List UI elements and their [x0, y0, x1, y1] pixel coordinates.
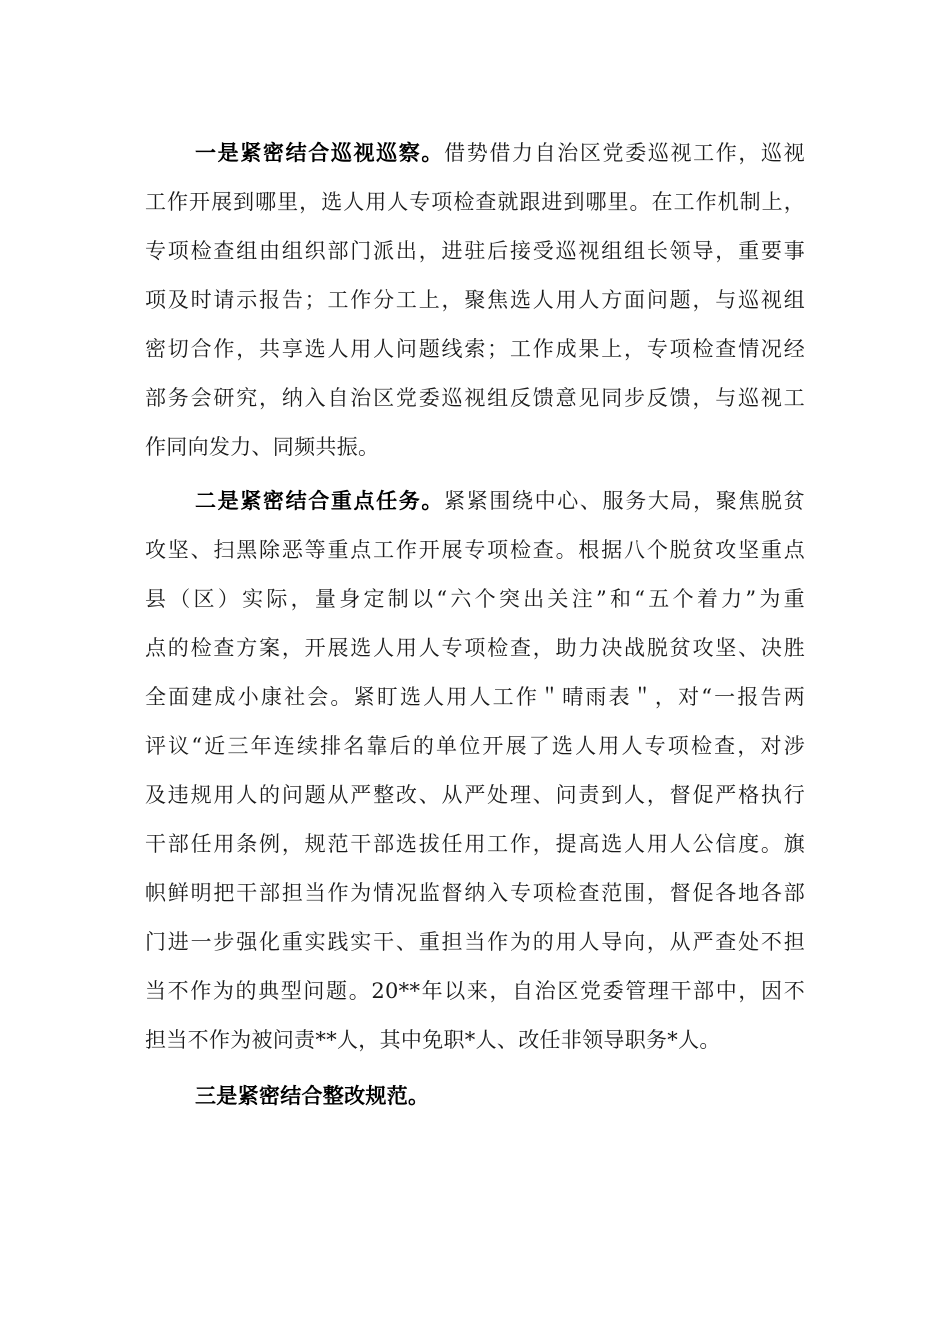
paragraph-2-line-3: 县（区）实际，量身定制以“六个突出关注”和“五个着力”为重	[145, 587, 805, 611]
paragraph-1-text: 借势借力自治区党委巡视工作，巡视	[444, 141, 805, 165]
paragraph-2-line-9: 帜鲜明把干部担当作为情况监督纳入专项检查范围，督促各地各部	[145, 881, 805, 905]
paragraph-1-line-4: 项及时请示报告；工作分工上，聚焦选人用人方面问题，与巡视组	[145, 288, 805, 312]
paragraph-1-line-6: 部务会研究，纳入自治区党委巡视组反馈意见同步反馈，与巡视工	[145, 386, 805, 410]
paragraph-1-line-3: 专项检查组由组织部门派出，进驻后接受巡视组组长领导，重要事	[145, 239, 805, 263]
paragraph-2-line-5: 全面建成小康社会。紧盯选人用人工作＂晴雨表＂，对“一报告两	[145, 685, 805, 709]
paragraph-1-line-2: 工作开展到哪里，选人用人专项检查就跟进到哪里。在工作机制上，	[145, 190, 805, 214]
paragraph-2-line-10: 门进一步强化重实践实干、重担当作为的用人导向，从严查处不担	[145, 930, 805, 954]
paragraph-2-line-1	[195, 481, 805, 521]
paragraph-1-line-1	[195, 133, 805, 173]
paragraph-1-line-5: 密切合作，共享选人用人问题线索；工作成果上，专项检查情况经	[145, 337, 805, 361]
paragraph-2-line-7: 及违规用人的问题从严整改、从严处理、问责到人，督促严格执行	[145, 783, 805, 807]
paragraph-2-line-2: 攻坚、扫黑除恶等重点工作开展专项检查。根据八个脱贫攻坚重点	[145, 538, 805, 562]
paragraph-2-text: 紧紧围绕中心、服务大局，聚焦脱贫	[444, 489, 805, 513]
paragraph-1-line-7: 作同向发力、同频共振。	[145, 435, 380, 459]
paragraph-3-heading: 三是紧密结合整改规范。	[195, 1084, 430, 1108]
paragraph-2-line-8: 干部任用条例，规范干部选拔任用工作，提高选人用人公信度。旗	[145, 832, 805, 856]
paragraph-2-heading: 二是紧密结合重点任务。	[195, 489, 445, 513]
paragraph-3-line-1	[195, 1076, 805, 1116]
paragraph-2-line-12: 担当不作为被问责**人，其中免职*人、改任非领导职务*人。	[145, 1028, 721, 1052]
paragraph-1-heading: 一是紧密结合巡视巡察。	[195, 141, 445, 165]
paragraph-2-line-6: 评议“近三年连续排名靠后的单位开展了选人用人专项检查，对涉	[145, 734, 805, 758]
paragraph-2-line-11: 当不作为的典型问题。20**年以来，自治区党委管理干部中，因不	[145, 979, 805, 1003]
paragraph-2-line-4: 点的检查方案，开展选人用人专项检查，助力决战脱贫攻坚、决胜	[145, 636, 805, 660]
